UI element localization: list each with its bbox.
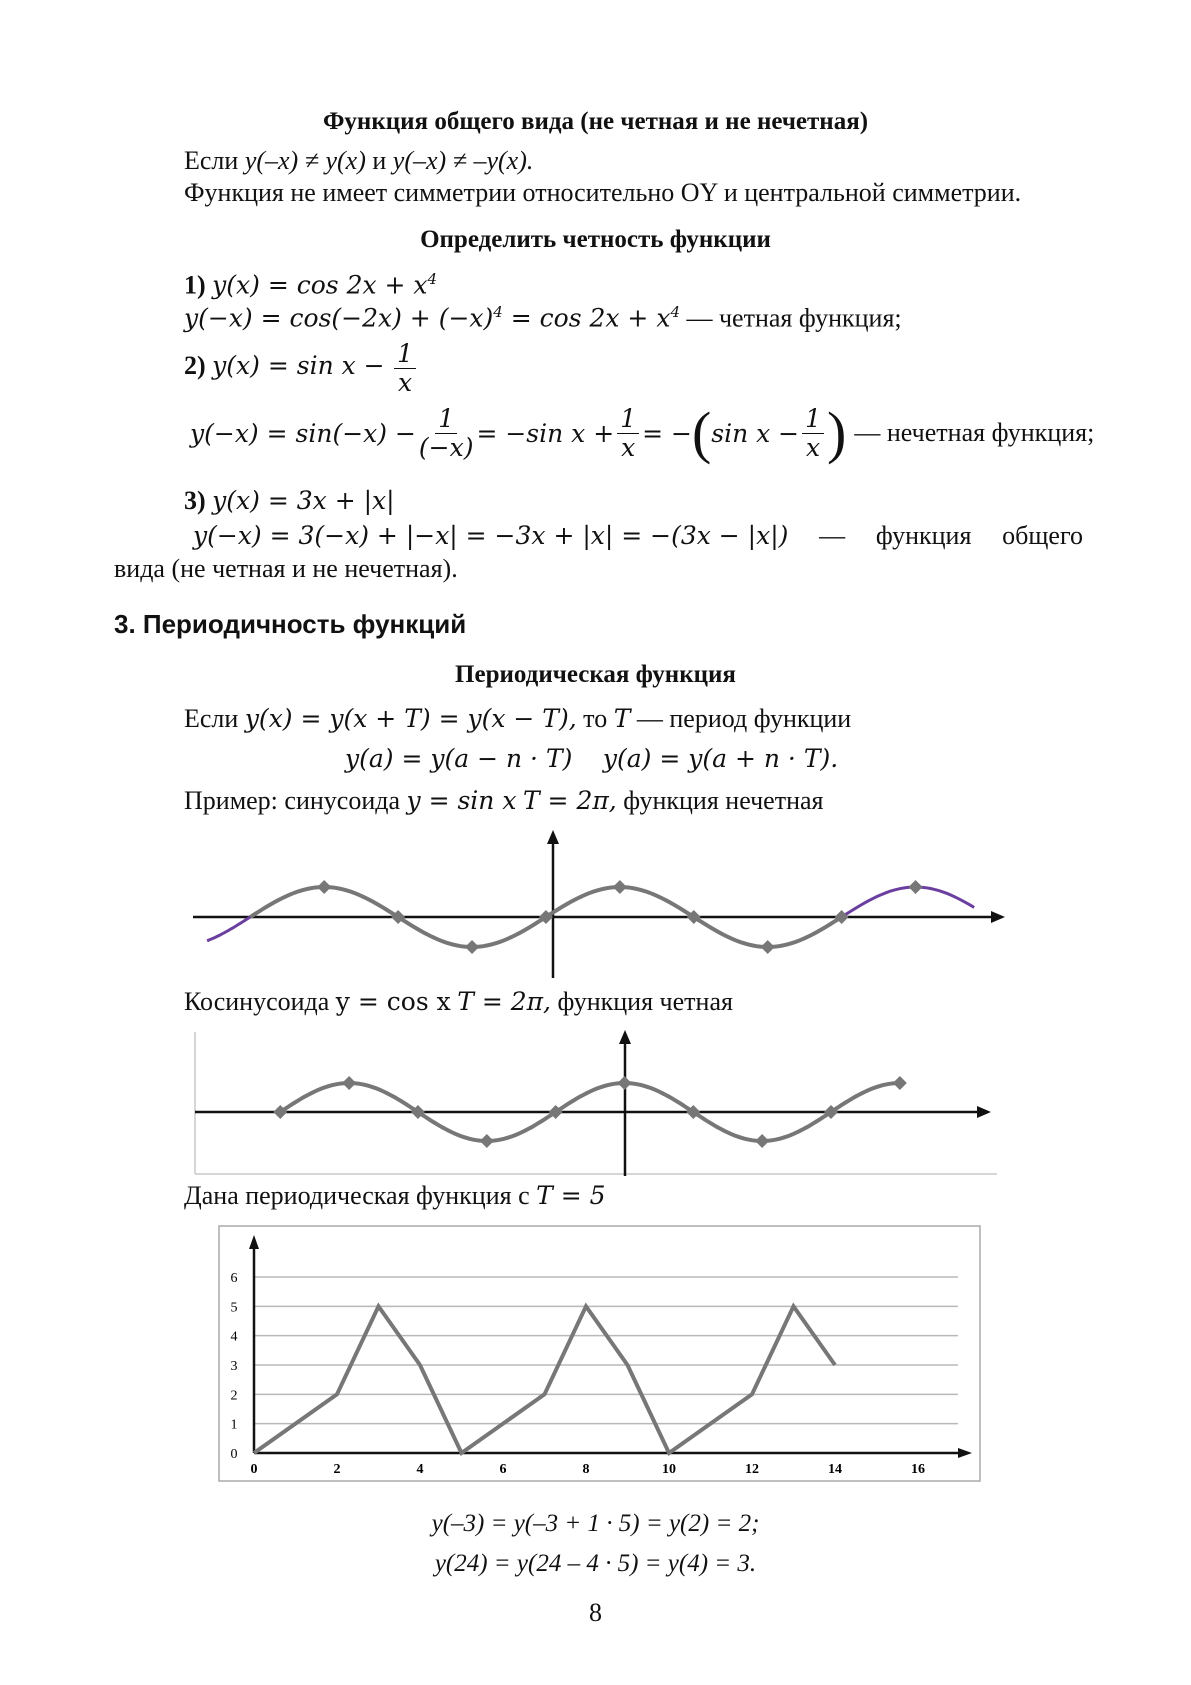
cosine-marker-1 (342, 1076, 356, 1090)
example-3-result: вида (не четная и не нечетная). (114, 554, 458, 583)
cosine-marker-5 (617, 1076, 631, 1090)
periodic-x-tick-6: 6 (499, 1462, 507, 1477)
sine-left-tail (207, 917, 250, 941)
cosine-marker-9 (893, 1076, 907, 1090)
section-3-title: 3. Периодичность функций (114, 609, 467, 639)
fraction-1-over-x-3: $\frac{1}{x}$ (802, 405, 824, 461)
cosine-marker-7 (755, 1134, 769, 1148)
example-1-definition: 1) $y(x) = \cos 2x + x^4$ (184, 270, 438, 300)
cosine-y-axis-arrow (619, 1030, 631, 1044)
page-number: 8 (589, 1598, 602, 1627)
sine-right-tail (842, 887, 975, 917)
general-heading: Функция общего вида (не четная и не нечетная) (322, 108, 869, 135)
calc-line-2: y(24) = y(24 – 4 · 5) = y(4) = 3. (434, 1550, 757, 1577)
periodic-x-tick-0: 0 (250, 1462, 258, 1477)
sine-marker-4 (613, 880, 627, 894)
periodic-x-tick-14: 14 (828, 1462, 842, 1477)
period-definition: Если y(x) = y(x + T) = y(x − T), то T — период функции (184, 704, 852, 733)
periodic-x-tick-2: 2 (333, 1462, 341, 1477)
close-paren: ) (827, 400, 847, 465)
periodic-x-tick-4: 4 (416, 1462, 424, 1477)
periodic-chart-frame (219, 1226, 980, 1481)
periodic-y-tick-1: 1 (230, 1417, 238, 1433)
fraction-1-over-neg-x: $\frac{1}{(-x)}$ (418, 404, 474, 462)
example-3-definition: 3) y(x) = 3x + |x| (184, 486, 395, 515)
example-2-definition: 2) y(x) = sin x − $\frac{1}{x}$ (184, 340, 419, 396)
open-paren: ( (691, 400, 712, 465)
sine-marker-6 (761, 940, 775, 954)
periodic-x-tick-12: 12 (745, 1462, 759, 1477)
periodic-y-tick-3: 3 (230, 1359, 238, 1374)
cosine-chart (189, 1028, 1004, 1178)
sine-chart (185, 830, 1015, 980)
sine-y-axis-arrow (547, 830, 559, 844)
periodic-y-tick-2: 2 (230, 1388, 238, 1404)
period-identities: y(a) = y(a − n · T) y(a) = y(a + n · T). (345, 744, 839, 773)
example-1-calculation: $y(-x) = \cos(-2x) + (-x)^4 = \cos 2x + x^4$ — четная функция; (184, 303, 902, 333)
sine-marker-2 (465, 940, 479, 954)
general-no-symmetry: Функция не имеет симметрии относительно OY и центральной симметрии. (184, 178, 1022, 207)
periodic-x-tick-8: 8 (582, 1462, 590, 1477)
periodic-x-tick-10: 10 (662, 1462, 676, 1477)
periodic-heading: Периодическая функция (455, 661, 736, 688)
example-3-calculation: y(−x) = 3(−x) + |−x| = −3x + |x| = −(3x − |x|) — функция общего (193, 521, 1083, 550)
periodic-chart (218, 1225, 982, 1483)
cosine-x-axis-arrow (977, 1106, 991, 1118)
cosine-example: Косинусоида y = cos x T = 2π, функция четная (184, 987, 733, 1016)
periodic-x-tick-16: 16 (911, 1462, 925, 1477)
periodic-y-tick-0: 0 (230, 1447, 238, 1462)
sine-x-axis-arrow (991, 911, 1005, 923)
sine-example: Пример: синусоида y = sin x T = 2π, функция нечетная (184, 786, 824, 815)
parity-heading: Определить четность функции (420, 226, 771, 253)
periodic-y-tick-5: 5 (230, 1300, 238, 1316)
example-2-calculation: y(−x) = sin(−x) − $\frac{1}{(-x)}$ = −sin x + $\frac{1}{x}$ = − ( sin x − $\frac{1}{x}$ ) — нечетная функция; (190, 400, 1095, 465)
general-condition: Если y(–x) ≠ y(x) и y(–x) ≠ –y(x). (184, 146, 534, 175)
given-periodic: Дана периодическая функция с T = 5 (184, 1181, 606, 1210)
cosine-marker-3 (480, 1134, 494, 1148)
periodic-y-tick-4: 4 (230, 1329, 238, 1345)
sine-marker-0 (317, 880, 331, 894)
periodic-y-tick-6: 6 (230, 1271, 238, 1286)
calc-line-1: y(–3) = y(–3 + 1 · 5) = y(2) = 2; (431, 1510, 760, 1537)
sine-marker-8 (909, 880, 923, 894)
fraction-1-over-x: $\frac{1}{x}$ (394, 340, 416, 396)
fraction-1-over-x-2: $\frac{1}{x}$ (617, 405, 639, 461)
